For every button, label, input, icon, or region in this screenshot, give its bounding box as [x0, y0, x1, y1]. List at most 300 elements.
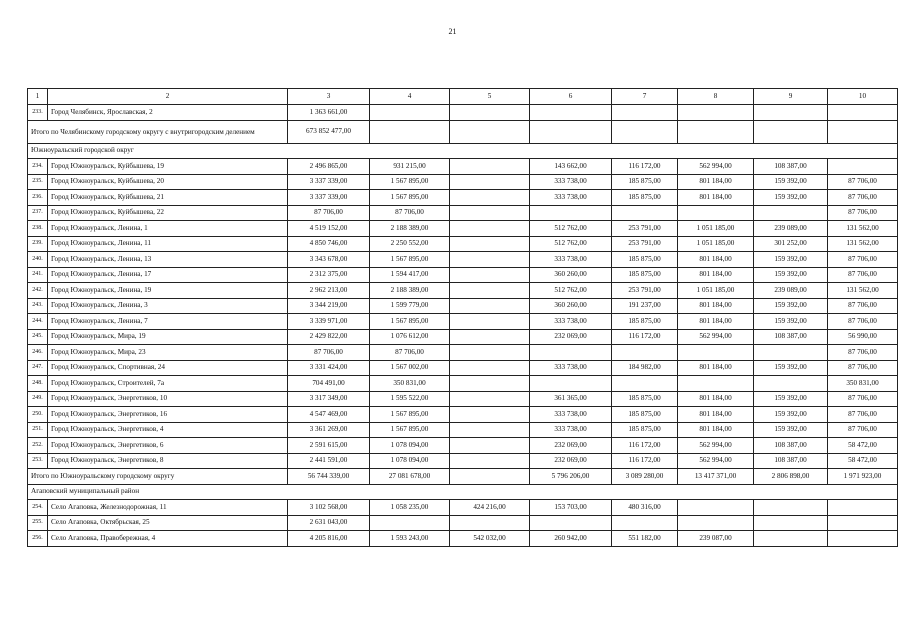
value-cell — [370, 515, 450, 531]
value-cell — [828, 105, 898, 121]
value-cell: 253 791,00 — [612, 283, 678, 299]
value-cell — [678, 376, 754, 392]
value-cell: 185 875,00 — [612, 422, 678, 438]
value-cell — [754, 120, 828, 143]
table-row — [28, 438, 898, 454]
value-cell: 551 182,00 — [612, 531, 678, 547]
address-cell: Город Южноуральск, Мира, 23 — [48, 345, 288, 361]
value-cell: 185 875,00 — [612, 252, 678, 268]
address-cell: Город Южноуральск, Мира, 19 — [48, 329, 288, 345]
value-cell — [530, 515, 612, 531]
row-number: 252. — [28, 438, 48, 454]
value-cell: 58 472,00 — [828, 453, 898, 469]
value-cell — [828, 515, 898, 531]
value-cell — [450, 174, 530, 190]
value-cell: 58 472,00 — [828, 438, 898, 454]
value-cell: 87 706,00 — [370, 205, 450, 221]
header-cell: 5 — [450, 89, 530, 105]
value-cell — [678, 105, 754, 121]
value-cell: 301 252,00 — [754, 236, 828, 252]
value-cell — [612, 345, 678, 361]
value-cell — [530, 205, 612, 221]
value-cell: 3 089 280,00 — [612, 469, 678, 485]
value-cell — [450, 283, 530, 299]
value-cell: 1 078 094,00 — [370, 453, 450, 469]
table-row — [28, 283, 898, 299]
header-cell: 3 — [288, 89, 370, 105]
table-row — [28, 298, 898, 314]
value-cell — [828, 159, 898, 175]
value-cell — [754, 105, 828, 121]
value-cell: 2 188 389,00 — [370, 221, 450, 237]
value-cell: 1 567 895,00 — [370, 407, 450, 423]
value-cell — [678, 120, 754, 143]
address-cell: Город Южноуральск, Куйбышева, 19 — [48, 159, 288, 175]
value-cell: 2 312 375,00 — [288, 267, 370, 283]
value-cell: 2 631 043,00 — [288, 515, 370, 531]
value-cell: 1 567 002,00 — [370, 360, 450, 376]
value-cell: 801 184,00 — [678, 407, 754, 423]
value-cell: 185 875,00 — [612, 314, 678, 330]
value-cell: 191 237,00 — [612, 298, 678, 314]
table-body — [28, 105, 898, 547]
value-cell — [450, 453, 530, 469]
value-cell: 1 567 895,00 — [370, 252, 450, 268]
value-cell — [450, 438, 530, 454]
value-cell: 87 706,00 — [828, 422, 898, 438]
table-row — [28, 105, 898, 121]
value-cell: 159 392,00 — [754, 174, 828, 190]
value-cell — [612, 205, 678, 221]
address-cell: Село Агаповка, Железнодорожная, 11 — [48, 500, 288, 516]
value-cell: 13 417 371,00 — [678, 469, 754, 485]
value-cell: 801 184,00 — [678, 174, 754, 190]
value-cell — [612, 120, 678, 143]
value-cell — [450, 205, 530, 221]
total-label: Итого по Южноуральскому городскому округу — [28, 469, 288, 485]
value-cell — [450, 329, 530, 345]
row-number: 249. — [28, 391, 48, 407]
value-cell — [612, 376, 678, 392]
header-cell: 7 — [612, 89, 678, 105]
total-row — [28, 120, 898, 143]
value-cell: 512 762,00 — [530, 236, 612, 252]
value-cell: 159 392,00 — [754, 298, 828, 314]
value-cell: 253 791,00 — [612, 236, 678, 252]
value-cell: 931 215,00 — [370, 159, 450, 175]
value-cell: 27 081 678,00 — [370, 469, 450, 485]
value-cell: 350 831,00 — [828, 376, 898, 392]
value-cell: 1 595 522,00 — [370, 391, 450, 407]
value-cell: 801 184,00 — [678, 267, 754, 283]
value-cell: 1 599 779,00 — [370, 298, 450, 314]
value-cell: 333 738,00 — [530, 422, 612, 438]
row-number: 250. — [28, 407, 48, 423]
address-cell: Город Южноуральск, Куйбышева, 22 — [48, 205, 288, 221]
value-cell: 260 942,00 — [530, 531, 612, 547]
value-cell: 1 051 185,00 — [678, 283, 754, 299]
value-cell: 333 738,00 — [530, 314, 612, 330]
table-row — [28, 267, 898, 283]
value-cell: 87 706,00 — [828, 314, 898, 330]
address-cell: Город Южноуральск, Спортивная, 24 — [48, 360, 288, 376]
value-cell: 4 547 469,00 — [288, 407, 370, 423]
value-cell: 480 316,00 — [612, 500, 678, 516]
page-number: 21 — [448, 27, 457, 36]
value-cell: 185 875,00 — [612, 391, 678, 407]
value-cell: 333 738,00 — [530, 190, 612, 206]
value-cell — [450, 469, 530, 485]
row-number: 244. — [28, 314, 48, 330]
table-row — [28, 500, 898, 516]
value-cell: 3 331 424,00 — [288, 360, 370, 376]
row-number: 248. — [28, 376, 48, 392]
value-cell: 333 738,00 — [530, 407, 612, 423]
value-cell — [754, 376, 828, 392]
value-cell — [450, 515, 530, 531]
section-title: Агаповский муниципальный район — [28, 484, 898, 500]
row-number: 251. — [28, 422, 48, 438]
value-cell: 87 706,00 — [828, 298, 898, 314]
row-number: 245. — [28, 329, 48, 345]
value-cell: 159 392,00 — [754, 407, 828, 423]
value-cell — [530, 345, 612, 361]
value-cell: 801 184,00 — [678, 391, 754, 407]
value-cell — [754, 345, 828, 361]
value-cell — [370, 120, 450, 143]
address-cell: Город Южноуральск, Энергетиков, 6 — [48, 438, 288, 454]
value-cell — [678, 205, 754, 221]
value-cell: 1 076 612,00 — [370, 329, 450, 345]
value-cell: 87 706,00 — [828, 407, 898, 423]
value-cell — [450, 422, 530, 438]
table-row — [28, 314, 898, 330]
table-row — [28, 329, 898, 345]
value-cell: 253 791,00 — [612, 221, 678, 237]
value-cell — [450, 360, 530, 376]
total-label: Итого по Челябинскому городскому округу с внутригородским делением — [28, 120, 288, 143]
value-cell: 143 662,00 — [530, 159, 612, 175]
value-cell — [450, 221, 530, 237]
value-cell — [754, 531, 828, 547]
table-row — [28, 236, 898, 252]
value-cell: 361 365,00 — [530, 391, 612, 407]
value-cell: 350 831,00 — [370, 376, 450, 392]
table-row — [28, 453, 898, 469]
value-cell: 185 875,00 — [612, 190, 678, 206]
value-cell: 159 392,00 — [754, 252, 828, 268]
row-number: 241. — [28, 267, 48, 283]
value-cell — [450, 120, 530, 143]
address-cell: Город Южноуральск, Энергетиков, 8 — [48, 453, 288, 469]
address-cell: Город Южноуральск, Ленина, 13 — [48, 252, 288, 268]
value-cell — [612, 105, 678, 121]
row-number: 256. — [28, 531, 48, 547]
row-number: 253. — [28, 453, 48, 469]
value-cell — [530, 120, 612, 143]
value-cell — [530, 376, 612, 392]
value-cell: 1 593 243,00 — [370, 531, 450, 547]
value-cell: 185 875,00 — [612, 267, 678, 283]
value-cell — [450, 159, 530, 175]
table-row — [28, 174, 898, 190]
address-cell: Город Южноуральск, Ленина, 3 — [48, 298, 288, 314]
value-cell: 87 706,00 — [828, 190, 898, 206]
value-cell: 3 339 971,00 — [288, 314, 370, 330]
value-cell — [828, 531, 898, 547]
value-cell: 239 087,00 — [678, 531, 754, 547]
value-cell: 108 387,00 — [754, 453, 828, 469]
row-number: 242. — [28, 283, 48, 299]
address-cell: Город Южноуральск, Ленина, 7 — [48, 314, 288, 330]
table-row — [28, 159, 898, 175]
value-cell: 232 069,00 — [530, 329, 612, 345]
value-cell: 159 392,00 — [754, 360, 828, 376]
value-cell: 87 706,00 — [828, 205, 898, 221]
value-cell: 801 184,00 — [678, 422, 754, 438]
value-cell: 2 250 552,00 — [370, 236, 450, 252]
table-row — [28, 391, 898, 407]
value-cell: 56 990,00 — [828, 329, 898, 345]
value-cell: 1 567 895,00 — [370, 174, 450, 190]
total-row — [28, 469, 898, 485]
value-cell: 1 051 185,00 — [678, 221, 754, 237]
value-cell: 159 392,00 — [754, 422, 828, 438]
table-row — [28, 531, 898, 547]
value-cell: 131 562,00 — [828, 221, 898, 237]
value-cell: 1 363 661,00 — [288, 105, 370, 121]
table-row — [28, 407, 898, 423]
value-cell — [754, 515, 828, 531]
value-cell — [612, 515, 678, 531]
row-number: 255. — [28, 515, 48, 531]
value-cell: 87 706,00 — [828, 174, 898, 190]
address-cell: Село Агаповка, Правобережная, 4 — [48, 531, 288, 547]
value-cell — [450, 236, 530, 252]
value-cell — [828, 500, 898, 516]
value-cell: 333 738,00 — [530, 174, 612, 190]
value-cell: 1 051 185,00 — [678, 236, 754, 252]
value-cell: 185 875,00 — [612, 174, 678, 190]
header-row — [28, 89, 898, 105]
value-cell: 673 852 477,00 — [288, 120, 370, 143]
header-cell: 6 — [530, 89, 612, 105]
value-cell: 360 260,00 — [530, 298, 612, 314]
value-cell: 87 706,00 — [288, 205, 370, 221]
value-cell — [450, 298, 530, 314]
table-row — [28, 221, 898, 237]
table-row — [28, 360, 898, 376]
value-cell: 3 317 349,00 — [288, 391, 370, 407]
value-cell: 562 994,00 — [678, 453, 754, 469]
value-cell: 108 387,00 — [754, 438, 828, 454]
address-cell: Город Южноуральск, Ленина, 1 — [48, 221, 288, 237]
value-cell: 185 875,00 — [612, 407, 678, 423]
table-row — [28, 376, 898, 392]
value-cell: 1 567 895,00 — [370, 422, 450, 438]
address-cell: Город Южноуральск, Энергетиков, 16 — [48, 407, 288, 423]
value-cell: 3 361 269,00 — [288, 422, 370, 438]
value-cell: 2 188 389,00 — [370, 283, 450, 299]
address-cell: Город Южноуральск, Куйбышева, 21 — [48, 190, 288, 206]
header-cell: 8 — [678, 89, 754, 105]
value-cell: 562 994,00 — [678, 159, 754, 175]
value-cell: 131 562,00 — [828, 236, 898, 252]
address-cell: Город Южноуральск, Ленина, 11 — [48, 236, 288, 252]
value-cell — [370, 105, 450, 121]
value-cell — [678, 515, 754, 531]
value-cell: 542 032,00 — [450, 531, 530, 547]
value-cell: 56 744 339,00 — [288, 469, 370, 485]
value-cell: 116 172,00 — [612, 453, 678, 469]
value-cell: 3 337 339,00 — [288, 190, 370, 206]
value-cell: 512 762,00 — [530, 221, 612, 237]
value-cell: 562 994,00 — [678, 329, 754, 345]
value-cell — [678, 345, 754, 361]
value-cell: 801 184,00 — [678, 360, 754, 376]
header-cell: 4 — [370, 89, 450, 105]
value-cell: 232 069,00 — [530, 438, 612, 454]
table-row — [28, 515, 898, 531]
value-cell: 1 594 417,00 — [370, 267, 450, 283]
value-cell: 159 392,00 — [754, 314, 828, 330]
value-cell: 1 567 895,00 — [370, 190, 450, 206]
table-row — [28, 252, 898, 268]
header-cell: 10 — [828, 89, 898, 105]
value-cell: 87 706,00 — [828, 391, 898, 407]
address-cell: Город Южноуральск, Энергетиков, 10 — [48, 391, 288, 407]
value-cell: 1 971 923,00 — [828, 469, 898, 485]
value-cell: 108 387,00 — [754, 159, 828, 175]
value-cell: 87 706,00 — [828, 267, 898, 283]
value-cell: 153 703,00 — [530, 500, 612, 516]
value-cell: 1 058 235,00 — [370, 500, 450, 516]
value-cell: 87 706,00 — [828, 345, 898, 361]
value-cell: 4 850 746,00 — [288, 236, 370, 252]
value-cell: 131 562,00 — [828, 283, 898, 299]
row-number: 234. — [28, 159, 48, 175]
value-cell: 87 706,00 — [828, 252, 898, 268]
value-cell: 3 343 678,00 — [288, 252, 370, 268]
value-cell: 2 962 213,00 — [288, 283, 370, 299]
section-header-row — [28, 143, 898, 159]
value-cell: 3 344 219,00 — [288, 298, 370, 314]
value-cell: 801 184,00 — [678, 314, 754, 330]
row-number: 246. — [28, 345, 48, 361]
value-cell: 1 078 094,00 — [370, 438, 450, 454]
value-cell — [530, 105, 612, 121]
value-cell: 333 738,00 — [530, 252, 612, 268]
address-cell: Город Южноуральск, Энергетиков, 4 — [48, 422, 288, 438]
value-cell: 512 762,00 — [530, 283, 612, 299]
value-cell: 239 089,00 — [754, 283, 828, 299]
value-cell: 801 184,00 — [678, 252, 754, 268]
value-cell: 5 796 206,00 — [530, 469, 612, 485]
header-cell: 2 — [48, 89, 288, 105]
address-cell: Город Южноуральск, Ленина, 17 — [48, 267, 288, 283]
address-cell: Село Агаповка, Октябрьская, 25 — [48, 515, 288, 531]
value-cell: 239 089,00 — [754, 221, 828, 237]
value-cell: 801 184,00 — [678, 190, 754, 206]
value-cell: 159 392,00 — [754, 267, 828, 283]
value-cell — [754, 500, 828, 516]
register-table — [27, 88, 898, 547]
value-cell: 2 429 822,00 — [288, 329, 370, 345]
row-number: 240. — [28, 252, 48, 268]
value-cell: 3 337 339,00 — [288, 174, 370, 190]
value-cell: 4 519 152,00 — [288, 221, 370, 237]
table-row — [28, 190, 898, 206]
address-cell: Город Южноуральск, Куйбышева, 20 — [48, 174, 288, 190]
value-cell: 3 102 568,00 — [288, 500, 370, 516]
table-row — [28, 205, 898, 221]
value-cell — [450, 267, 530, 283]
table-row — [28, 422, 898, 438]
value-cell: 116 172,00 — [612, 329, 678, 345]
value-cell: 424 216,00 — [450, 500, 530, 516]
value-cell: 704 491,00 — [288, 376, 370, 392]
address-cell: Город Южноуральск, Ленина, 19 — [48, 283, 288, 299]
row-number: 247. — [28, 360, 48, 376]
value-cell: 333 738,00 — [530, 360, 612, 376]
value-cell — [450, 376, 530, 392]
value-cell: 801 184,00 — [678, 298, 754, 314]
row-number: 243. — [28, 298, 48, 314]
value-cell: 87 706,00 — [828, 360, 898, 376]
row-number: 238. — [28, 221, 48, 237]
value-cell — [450, 105, 530, 121]
value-cell: 159 392,00 — [754, 190, 828, 206]
value-cell — [450, 407, 530, 423]
table-row — [28, 345, 898, 361]
value-cell: 2 496 865,00 — [288, 159, 370, 175]
value-cell — [678, 500, 754, 516]
value-cell — [754, 205, 828, 221]
row-number: 254. — [28, 500, 48, 516]
value-cell: 562 994,00 — [678, 438, 754, 454]
row-number: 239. — [28, 236, 48, 252]
value-cell — [450, 314, 530, 330]
value-cell — [828, 120, 898, 143]
value-cell — [450, 391, 530, 407]
value-cell: 116 172,00 — [612, 438, 678, 454]
value-cell: 232 069,00 — [530, 453, 612, 469]
header-cell: 9 — [754, 89, 828, 105]
value-cell: 360 260,00 — [530, 267, 612, 283]
address-cell: Город Челябинск, Ярославская, 2 — [48, 105, 288, 121]
value-cell: 116 172,00 — [612, 159, 678, 175]
value-cell: 2 591 615,00 — [288, 438, 370, 454]
value-cell — [450, 190, 530, 206]
row-number: 236. — [28, 190, 48, 206]
section-header-row — [28, 484, 898, 500]
header-cell: 1 — [28, 89, 48, 105]
value-cell: 184 982,00 — [612, 360, 678, 376]
address-cell: Город Южноуральск, Строителей, 7а — [48, 376, 288, 392]
value-cell: 1 567 895,00 — [370, 314, 450, 330]
value-cell — [450, 252, 530, 268]
section-title: Южноуральский городской округ — [28, 143, 898, 159]
row-number: 233. — [28, 105, 48, 121]
row-number: 237. — [28, 205, 48, 221]
value-cell — [450, 345, 530, 361]
value-cell: 2 441 591,00 — [288, 453, 370, 469]
value-cell: 87 706,00 — [288, 345, 370, 361]
value-cell: 87 706,00 — [370, 345, 450, 361]
value-cell: 159 392,00 — [754, 391, 828, 407]
value-cell: 4 205 816,00 — [288, 531, 370, 547]
value-cell: 2 806 898,00 — [754, 469, 828, 485]
